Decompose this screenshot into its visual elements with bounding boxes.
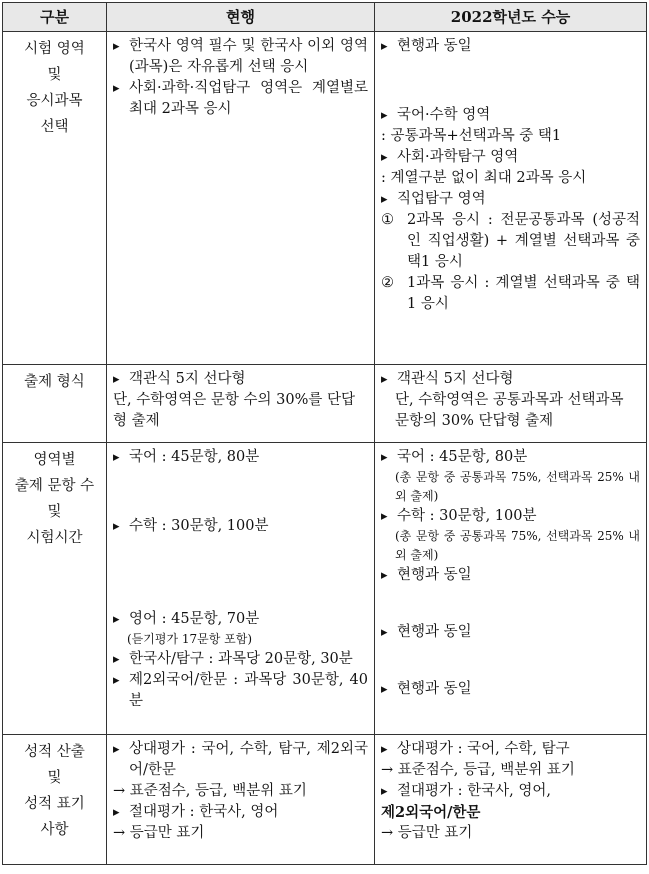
bullet-item: ▸ 상대평가 : 국어, 수학, 탐구 <box>381 739 640 760</box>
header-row <box>3 3 647 32</box>
option-number: ② <box>381 275 394 291</box>
result-text: → 등급만 표기 <box>113 825 205 841</box>
bullet-item: ▸ 수학 : 30문항, 100분 <box>113 516 368 537</box>
bullet-item: ▸ 사회·과학탐구 영역 <box>381 147 640 168</box>
header-current: 현행 <box>107 3 375 32</box>
option-text: 2과목 응시 : 전문공통과목 (성공적인 직업생활) + 계열별 선택과목 중 택1 응시 <box>407 212 640 270</box>
bullet-item: ▸ 직업탐구 영역 <box>381 189 640 210</box>
bullet-item: ▸ 상대평가 : 국어, 수학, 탐구, 제2외국어/한문 <box>113 739 368 781</box>
new-cell <box>375 32 647 365</box>
new-cell <box>375 735 647 865</box>
note-text: 단, 수학영역은 공통과목과 선택과목 문항의 30% 단답형 출제 <box>395 392 624 429</box>
label-line: 응시과목 <box>26 93 83 109</box>
bullet-item: ▸ 절대평가 : 한국사, 영어 <box>113 802 368 823</box>
row-label <box>3 735 107 865</box>
row-exam-areas <box>3 32 647 365</box>
result-text: → 표준점수, 등급, 백분위 표기 <box>381 762 575 778</box>
new-cell <box>375 443 647 735</box>
option-item <box>381 210 640 273</box>
option-number: ① <box>381 212 394 228</box>
current-cell <box>107 365 375 443</box>
label-line: 시험 영역 <box>24 41 85 57</box>
note-text: (총 문항 중 공통과목 75%, 선택과목 25% 내외 출제) <box>395 470 640 503</box>
bullet-item: ▸ 객관식 5지 선다형 <box>113 369 368 390</box>
bullet-item: ▸ 한국사 영역 필수 및 한국사 이외 영역(과목)은 자유롭게 선택 응시 <box>113 36 368 78</box>
label-line: 및 <box>47 67 62 83</box>
bold-subjects: 제2외국어/한문 <box>381 804 481 821</box>
result-text: → 표준점수, 등급, 백분위 표기 <box>113 783 307 799</box>
comparison-table <box>2 2 647 865</box>
row-label <box>3 365 107 443</box>
detail-text: : 계열구분 없이 최대 2과목 응시 <box>381 170 587 186</box>
bullet-item: ▸ 현행과 동일 <box>381 36 640 57</box>
bullet-item: ▸ 한국사/탐구 : 과목당 20문항, 30분 <box>113 649 368 670</box>
note-text: (총 문항 중 공통과목 75%, 선택과목 25% 내외 출제) <box>395 529 640 562</box>
bullet-item: ▸ 국어 : 45문항, 80분 <box>381 447 640 468</box>
bullet-item: ▸ 영어 : 45문항, 70분 <box>113 609 368 630</box>
current-cell <box>107 443 375 735</box>
label-line: 및 <box>47 770 62 786</box>
row-label <box>3 32 107 365</box>
bullet-item: ▸ 현행과 동일 <box>381 679 640 700</box>
bullet-item: ▸ 현행과 동일 <box>381 622 640 643</box>
row-grading <box>3 735 647 865</box>
bullet-item: ▸ 객관식 5지 선다형 <box>381 369 640 390</box>
bullet-item: ▸ 국어·수학 영역 <box>381 105 640 126</box>
bullet-item: ▸ 제2외국어/한문 : 과목당 30문항, 40분 <box>113 670 368 712</box>
option-item <box>381 273 640 315</box>
label-line: 영역별 <box>33 452 76 468</box>
label-line: 성적 산출 <box>24 744 85 760</box>
label-line: 성적 표기 <box>24 796 85 812</box>
current-cell <box>107 735 375 865</box>
bullet-item: ▸ 현행과 동일 <box>381 565 640 586</box>
row-format <box>3 365 647 443</box>
bullet-item: ▸ 국어 : 45문항, 80분 <box>113 447 368 468</box>
row-questions-time <box>3 443 647 735</box>
row-label <box>3 443 107 735</box>
label-line: 출제 문항 수 <box>14 478 95 494</box>
header-category: 구분 <box>3 3 107 32</box>
label-line: 및 <box>47 504 62 520</box>
option-text: 1과목 응시 : 계열별 선택과목 중 택1 응시 <box>407 275 640 312</box>
new-cell <box>375 365 647 443</box>
bullet-item: ▸ 사회·과학·직업탐구 영역은 계열별로 최대 2과목 응시 <box>113 78 368 120</box>
label-line: 사항 <box>40 822 69 838</box>
label-line: 선택 <box>40 119 69 135</box>
note-text: 단, 수학영역은 문항 수의 30%를 단답형 출제 <box>113 392 355 429</box>
label-line: 시험시간 <box>26 530 83 546</box>
bullet-item: ▸ 절대평가 : 한국사, 영어, <box>381 781 640 802</box>
bullet-item: ▸ 수학 : 30문항, 100분 <box>381 506 640 527</box>
note-text: (듣기평가 17문항 포함) <box>127 632 252 646</box>
result-text: → 등급만 표기 <box>381 825 473 841</box>
header-2022: 2022학년도 수능 <box>375 3 647 32</box>
label-line: 출제 형식 <box>24 374 85 390</box>
current-cell <box>107 32 375 365</box>
detail-text: : 공통과목+선택과목 중 택1 <box>381 128 562 144</box>
